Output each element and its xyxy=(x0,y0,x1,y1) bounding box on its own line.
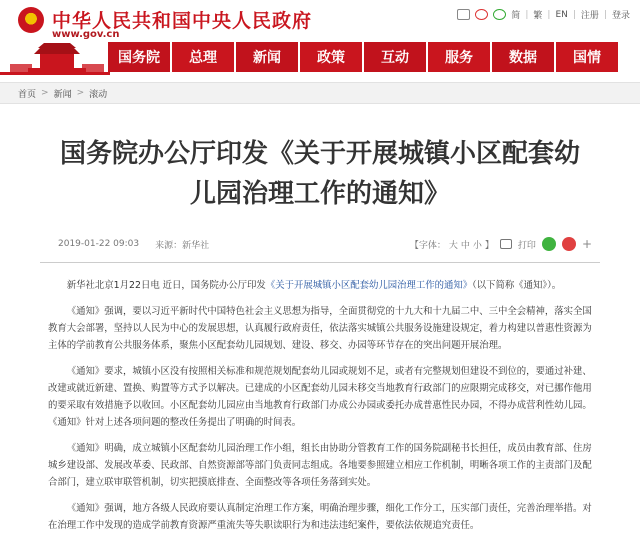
notice-link[interactable]: 《关于开展城镇小区配套幼儿园治理工作的通知》 xyxy=(265,280,473,291)
paragraph: 《通知》强调，地方各级人民政府要认真制定治理工作方案，明确治理步骤，细化工作分工，压实部门责任，完善治理举措。对在治理工作中发现的造成学前教育资源严重流失等失职读职行为和违法违纪案件，要依法依规追究责任。 xyxy=(48,503,592,531)
source-name: 新华社 xyxy=(182,240,210,251)
tiananmen-skyline-icon xyxy=(0,40,110,76)
divider xyxy=(40,262,600,263)
divider: | xyxy=(603,9,607,20)
weibo-icon[interactable] xyxy=(475,9,488,20)
font-size-small[interactable]: 小 xyxy=(472,240,482,251)
simplified-link[interactable]: 简 xyxy=(511,11,521,21)
wechat-icon[interactable] xyxy=(493,9,506,20)
nav-item-national-info[interactable]: 国情 xyxy=(556,42,618,72)
register-link[interactable]: 注册 xyxy=(580,11,599,21)
font-size-control xyxy=(407,238,494,251)
divider: | xyxy=(525,9,529,20)
nav-item-news[interactable]: 新闻 xyxy=(236,42,298,72)
breadcrumb-rolling[interactable]: 滚动 xyxy=(89,89,108,100)
main-nav-bar xyxy=(0,40,640,76)
wechat-share-icon[interactable] xyxy=(542,237,556,251)
mail-icon[interactable] xyxy=(457,9,470,20)
divider: | xyxy=(572,9,576,20)
site-header xyxy=(0,0,640,40)
print-icon[interactable] xyxy=(500,239,512,249)
paragraph xyxy=(48,277,600,294)
nav-item-state-council[interactable]: 国务院 xyxy=(108,42,170,72)
breadcrumb-news[interactable]: 新闻 xyxy=(53,89,72,100)
nav-item-policy[interactable]: 政策 xyxy=(300,42,362,72)
header-utilities xyxy=(457,8,630,21)
site-title[interactable]: 中华人民共和国中央人民政府 xyxy=(52,10,313,32)
divider: | xyxy=(547,9,551,20)
article-body xyxy=(48,277,600,534)
font-size-large[interactable]: 大 xyxy=(448,240,458,251)
nav-item-premier[interactable]: 总理 xyxy=(172,42,234,72)
font-size-label: 【字体： xyxy=(409,240,446,251)
english-link[interactable]: EN xyxy=(555,9,568,20)
source-label: 来源： xyxy=(155,240,183,251)
article-meta xyxy=(58,236,592,252)
font-size-medium[interactable]: 中 xyxy=(460,240,470,251)
breadcrumb-separator: > xyxy=(41,88,49,98)
intro-text: 新华社北京1月22日电 近日，国务院办公厅印发 xyxy=(66,280,266,291)
paragraph: 《通知》要求，城镇小区没有按照相关标准和规范规划配套幼儿园或规划不足，或者有完整规划但建设不到位的，要通过补建、改建或就近新建、置换、购置等方式予以解决。已建成的小区配套幼儿园未移交当地教育行政部门的应限期完成移交，对已挪作他用的要采取有效措施予以收回。小区配套幼儿园应由当地教育行政部门办成公办园或委托办成普惠性民办园，不得办成营利性幼儿园。《通知》针对上述各项问题的整改任务提出了明确的时间表。 xyxy=(48,366,592,428)
login-link[interactable]: 登录 xyxy=(611,11,630,21)
font-size-end: 】 xyxy=(484,240,494,251)
weibo-share-icon[interactable] xyxy=(562,237,576,251)
breadcrumb-separator: > xyxy=(76,88,85,98)
breadcrumb xyxy=(0,82,640,104)
nav-item-data[interactable]: 数据 xyxy=(492,42,554,72)
traditional-link[interactable]: 繁 xyxy=(533,11,543,21)
breadcrumb-home[interactable]: 首页 xyxy=(18,89,37,100)
article-title: 国务院办公厅印发《关于开展城镇小区配套幼儿园治理工作的通知》 xyxy=(59,139,580,209)
national-emblem-icon[interactable] xyxy=(18,7,44,33)
more-share-icon[interactable]: + xyxy=(581,237,592,251)
intro-suffix: （以下简称《通知》）。 xyxy=(472,280,562,291)
site-url[interactable]: www.gov.cn xyxy=(52,29,120,40)
paragraph: 《通知》明确，成立城镇小区配套幼儿园治理工作小组，组长由协助分管教育工作的国务院副秘书长担任，成员由教育部、住房城乡建设部、发展改革委、民政部、自然资源部等部门负责同志组成。各地要参照建立相应工作机制，明晰各项工作的主责部门及配合部门，建立联审联管机制，切实把摸底排查、全面整改等各项任务落到实处。 xyxy=(48,443,592,488)
publish-datetime: 2019-01-22 09:03 xyxy=(58,239,140,249)
paragraph: 《通知》强调，要以习近平新时代中国特色社会主义思想为指导，全面贯彻党的十九大和十九届二中、三中全会精神，落实全国教育大会部署，坚持以人民为中心的发展思想，认真履行政府责任，依法落实城镇公共服务设施建设规定，着力构建以普惠性资源为主体的学前教育公共服务体系，聚焦小区配套幼儿园规划、建设、移交、办园等环节存在的突出问题开展治理。 xyxy=(48,306,592,351)
nav-item-interaction[interactable]: 互动 xyxy=(364,42,426,72)
nav-item-services[interactable]: 服务 xyxy=(428,42,490,72)
print-button[interactable]: 打印 xyxy=(517,240,536,251)
